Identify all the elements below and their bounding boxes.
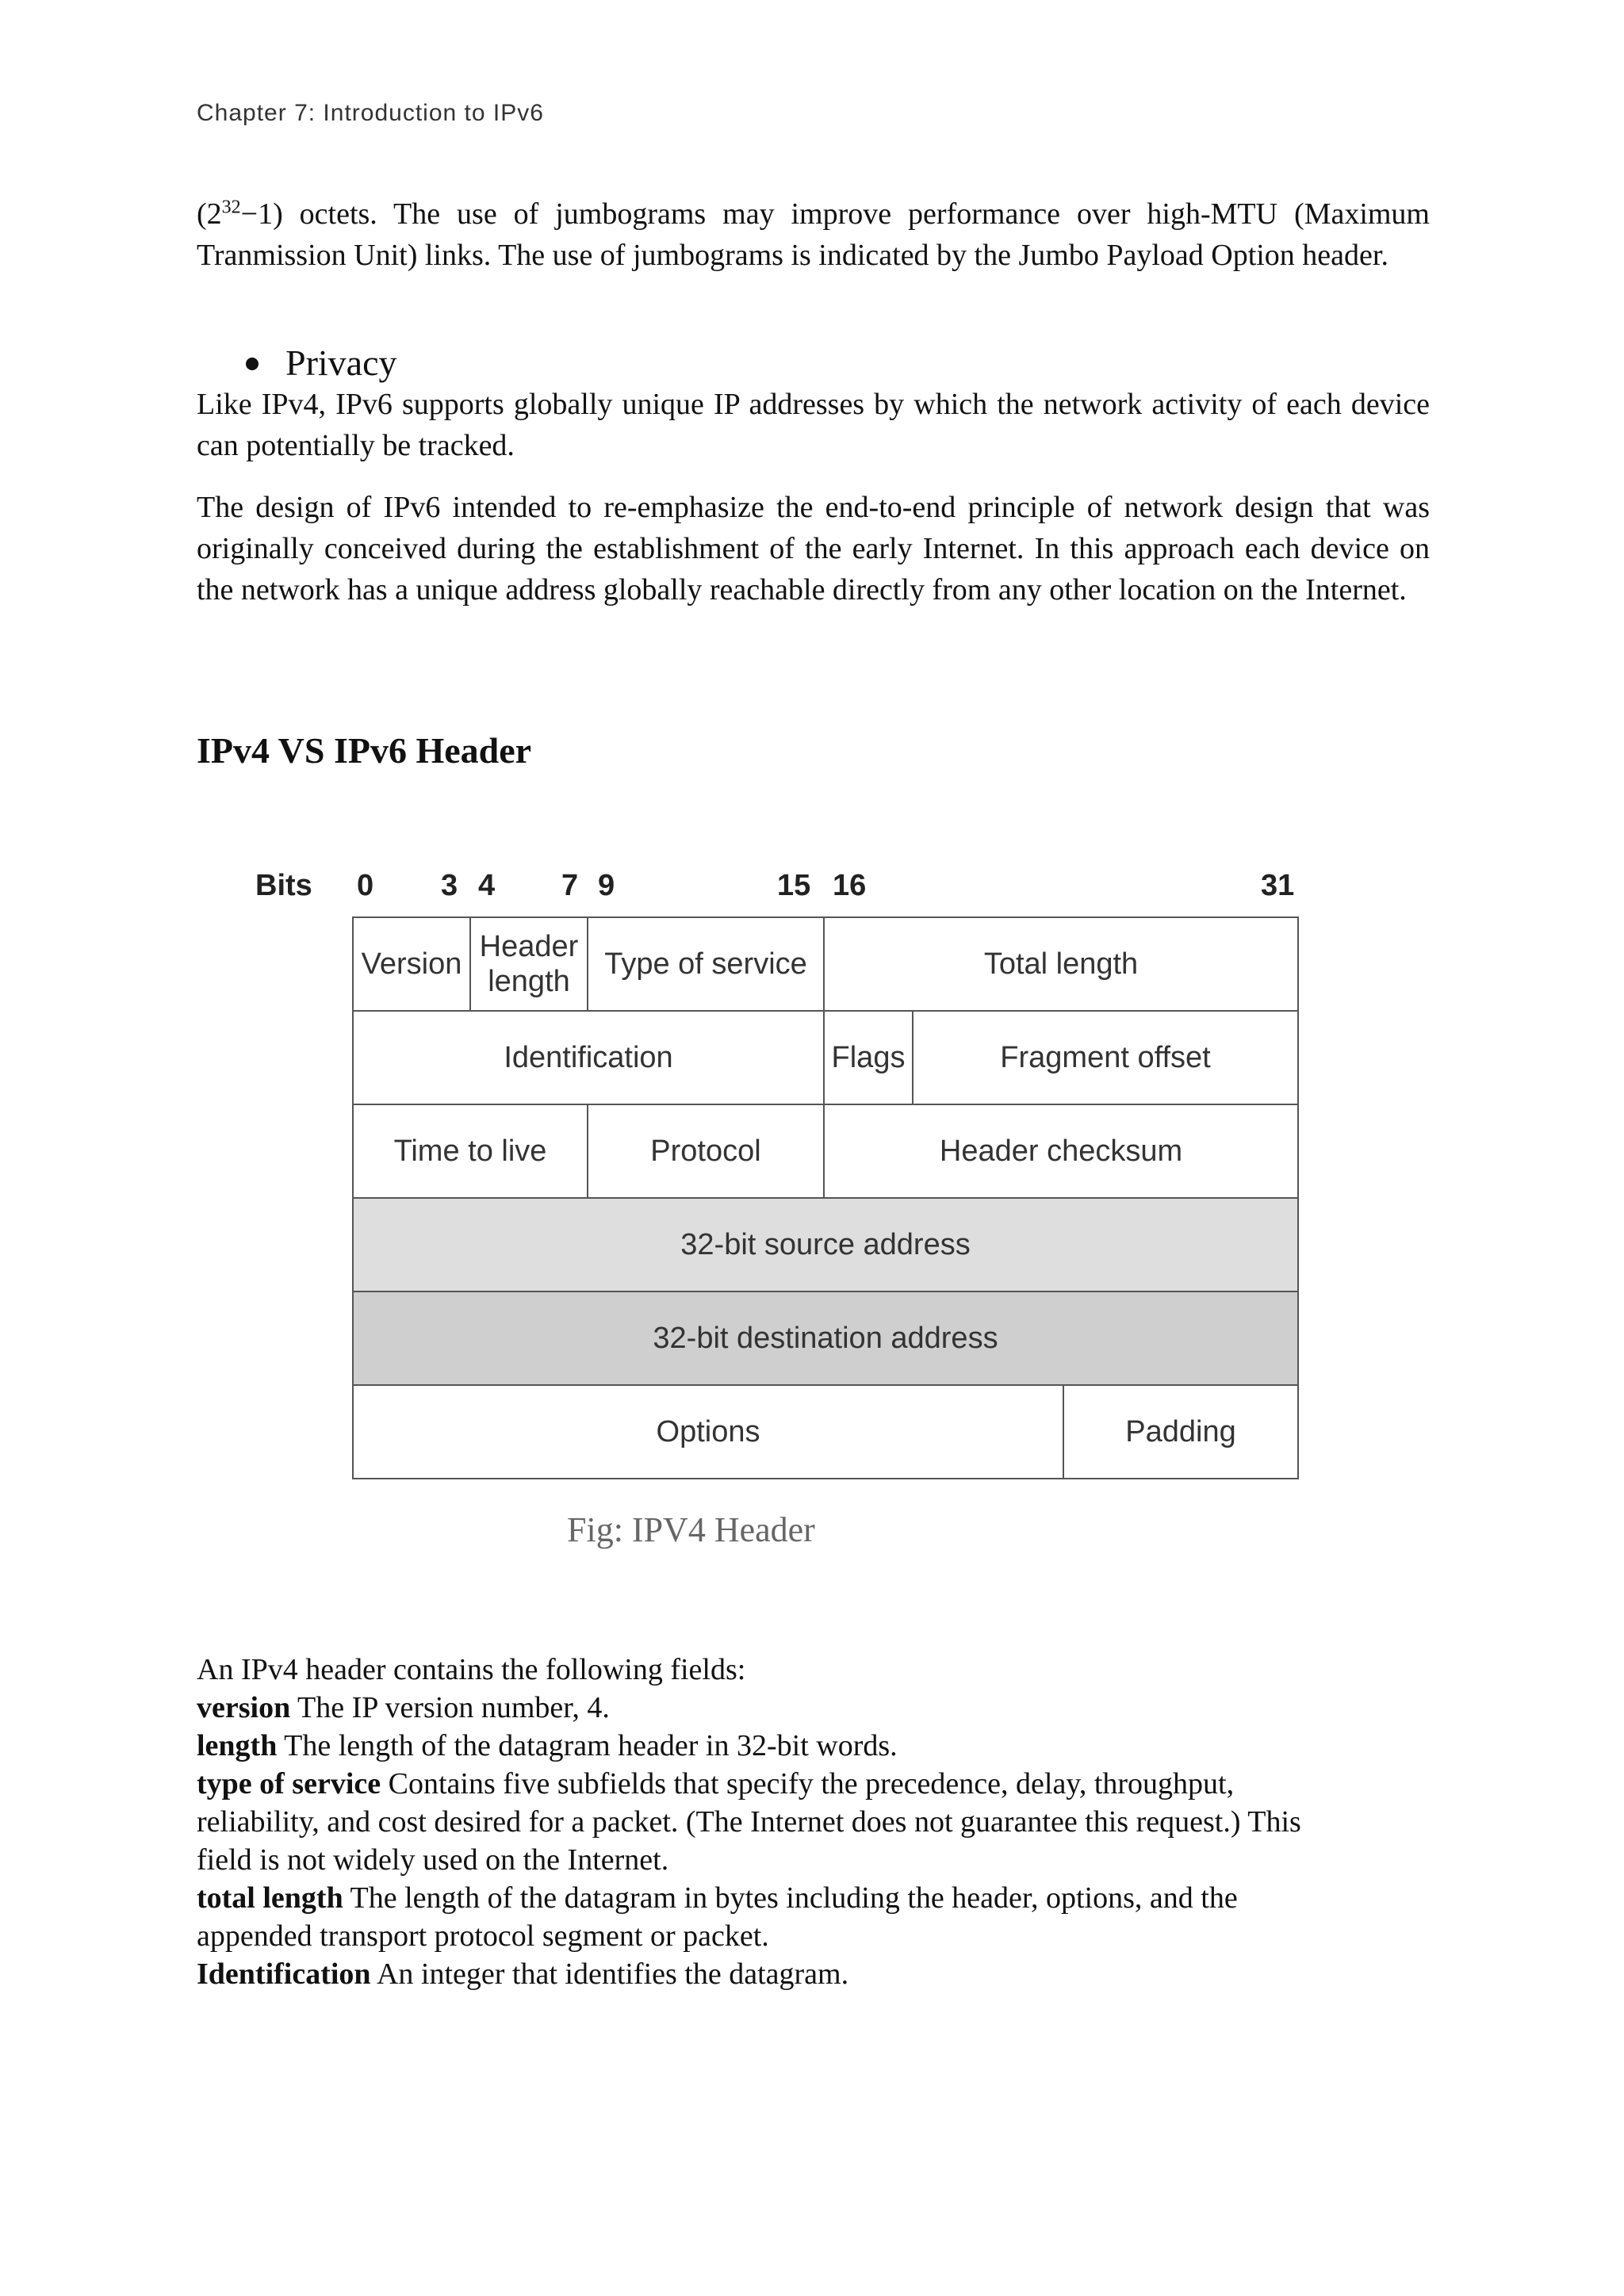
bit-number: 9 <box>598 869 615 902</box>
bits-label: Bits <box>255 869 312 902</box>
bullet-label: Privacy <box>285 342 397 383</box>
field-def-term: length <box>197 1729 278 1762</box>
design-text: The design of IPv6 intended to re-emphasize the end-to-end principle of network design that was originally conceived during the establishment of the early Internet. In this approach each device on the network has a unique address globally reachable directly from any other location on the Internet. <box>197 491 1430 607</box>
field-source-address-label: 32-bit source address <box>680 1228 971 1261</box>
bit-number: 7 <box>561 869 579 902</box>
field-def-desc: field is not widely used on the Internet. <box>197 1843 669 1877</box>
jumbo-open: (2 <box>197 197 222 231</box>
field-def-desc: Contains five subfields that specify the precedence, delay, throughput, <box>381 1767 1235 1800</box>
field-total-length-label: Total length <box>983 947 1139 981</box>
field-fragment-offset-label: Fragment offset <box>1000 1041 1211 1074</box>
bit-number: 0 <box>357 869 374 902</box>
field-def-term: Identification <box>197 1957 371 1991</box>
field-def-desc: The length of the datagram in bytes including the header, options, and the <box>343 1881 1238 1915</box>
field-destination-address <box>352 1291 1299 1386</box>
bit-number: 15 <box>777 869 811 902</box>
field-options <box>352 1384 1064 1479</box>
ipv4-fields-description <box>197 1651 1434 1993</box>
privacy-text: Like IPv4, IPv6 supports globally unique IP addresses by which the network activity of each device can potentially be tracked. <box>197 388 1430 462</box>
field-def-term: type of service <box>197 1767 381 1800</box>
field-def-desc: An integer that identifies the datagram. <box>370 1957 849 1991</box>
field-flags <box>823 1010 914 1105</box>
field-def-line <box>197 1689 1434 1727</box>
bit-number: 3 <box>441 869 458 902</box>
field-def-line <box>197 1765 1434 1803</box>
jumbo-exponent: 32 <box>221 197 241 218</box>
field-flags-label: Flags <box>831 1041 906 1074</box>
field-time-to-live <box>352 1104 588 1199</box>
bit-number: 4 <box>478 869 496 902</box>
field-source-address <box>352 1197 1299 1292</box>
section-heading: IPv4 VS IPv6 Header <box>197 730 532 771</box>
field-destination-address-label: 32-bit destination address <box>653 1322 998 1355</box>
field-fragment-offset <box>912 1010 1299 1105</box>
field-identification-label: Identification <box>504 1041 673 1074</box>
field-def-desc: The length of the datagram header in 32-bit words. <box>277 1729 898 1762</box>
field-header-checksum <box>823 1104 1299 1199</box>
field-def-line <box>197 1727 1434 1765</box>
field-padding <box>1063 1384 1299 1479</box>
field-def-line <box>197 1803 1434 1841</box>
field-def-line <box>197 1955 1434 1993</box>
field-header-length-line1: Header <box>479 930 579 963</box>
bit-number: 31 <box>1261 869 1295 902</box>
field-type-of-service-label: Type of service <box>604 947 807 981</box>
field-version <box>352 916 471 1012</box>
field-header-length <box>469 916 588 1012</box>
fields-intro: An IPv4 header contains the following fields: <box>197 1653 746 1686</box>
field-header-checksum-label: Header checksum <box>939 1135 1183 1168</box>
field-def-line <box>197 1879 1434 1917</box>
field-protocol-label: Protocol <box>650 1135 761 1168</box>
field-def-desc: reliability, and cost desired for a packet. (The Internet does not guarantee this request.) This <box>197 1805 1301 1839</box>
field-identification <box>352 1010 825 1105</box>
field-version-label: Version <box>361 947 462 981</box>
field-type-of-service <box>587 916 825 1012</box>
field-def-term: total length <box>197 1881 343 1915</box>
field-protocol <box>587 1104 825 1199</box>
field-def-line <box>197 1917 1434 1955</box>
field-padding-label: Padding <box>1125 1415 1236 1448</box>
running-head: Chapter 7: Introduction to IPv6 <box>197 100 544 126</box>
field-def-term: version <box>197 1691 291 1724</box>
field-header-length-line2: length <box>488 965 570 998</box>
field-time-to-live-label: Time to live <box>393 1135 547 1168</box>
bit-number: 16 <box>833 869 867 902</box>
field-def-desc: The IP version number, 4. <box>290 1691 610 1724</box>
figure-caption: Fig: IPV4 Header <box>567 1510 815 1549</box>
field-options-label: Options <box>656 1415 760 1448</box>
field-def-line <box>197 1841 1434 1879</box>
field-total-length <box>823 916 1299 1012</box>
jumbo-text: −1) octets. The use of jumbograms may improve performance over high-MTU (Maximum Tranmission Unit) links. The use of jumbograms is indicated by the Jumbo Payload Option header. <box>197 197 1430 272</box>
field-def-desc: appended transport protocol segment or packet. <box>197 1919 769 1953</box>
